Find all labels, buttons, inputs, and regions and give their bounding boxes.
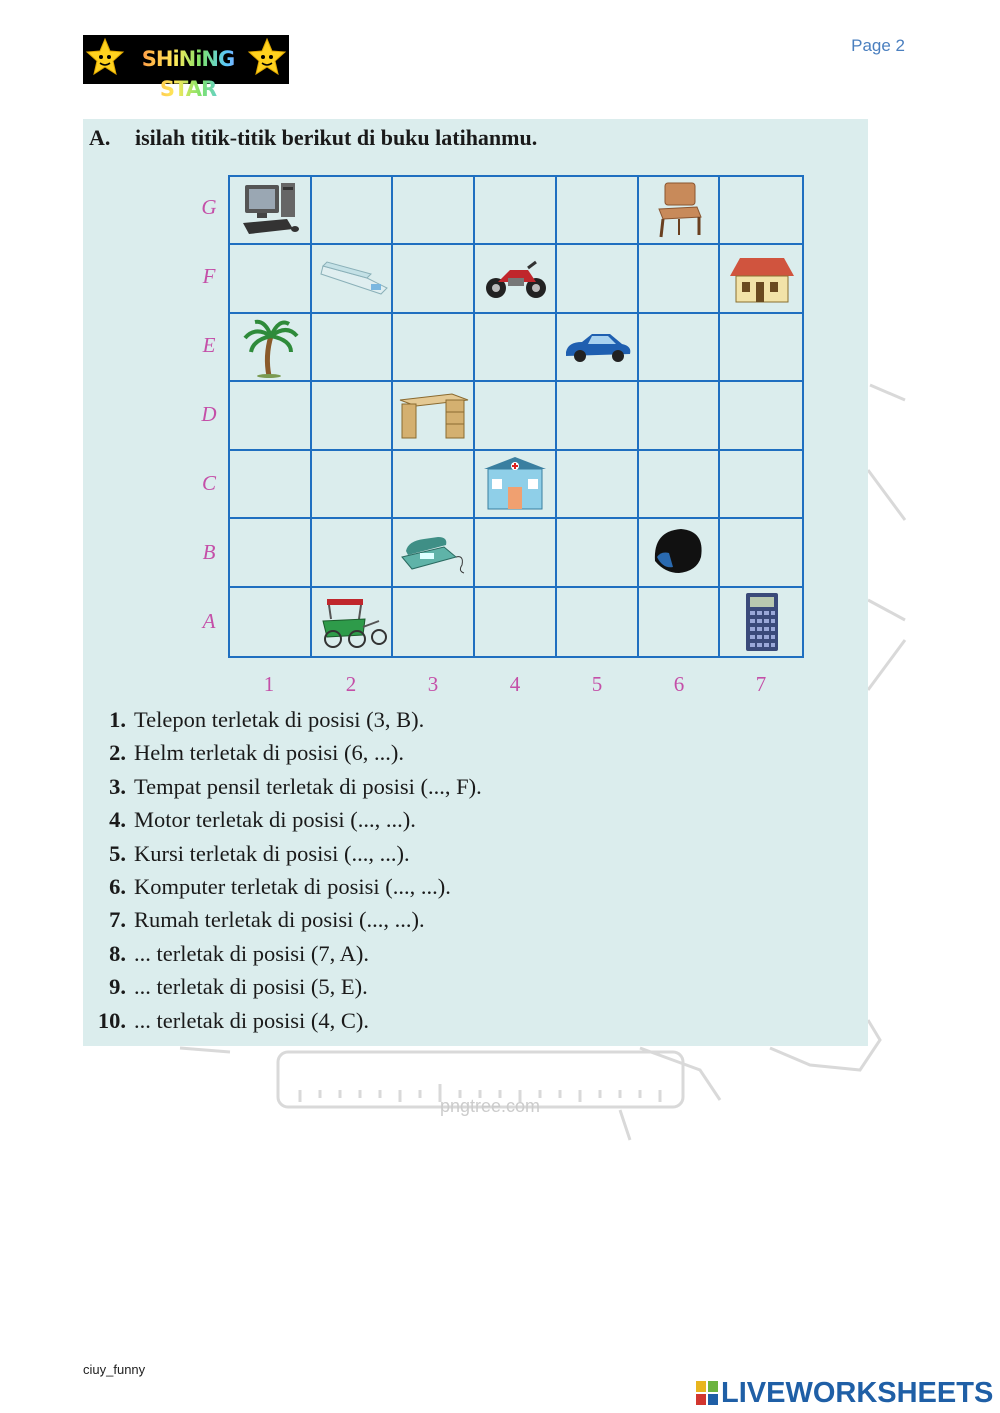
grid-cell <box>230 245 312 313</box>
question-list <box>83 707 868 1041</box>
question-text: Helm terletak di posisi (6, ...). <box>134 740 404 766</box>
row-label-c: C <box>201 471 216 495</box>
row-label-g: G <box>201 195 217 219</box>
watermark-text: pngtree.com <box>440 1096 541 1116</box>
liveworksheets-brand[interactable] <box>696 1377 993 1409</box>
question-item <box>83 707 868 740</box>
row-label-b: B <box>202 540 216 564</box>
telephone-icon <box>398 521 468 583</box>
grid-cell <box>312 177 394 245</box>
grid-cell <box>393 245 475 313</box>
coordinate-grid <box>228 175 804 658</box>
grid-cell <box>557 177 639 245</box>
palm-tree-icon <box>235 316 305 378</box>
grid-cell <box>639 177 721 245</box>
grid-cell <box>230 314 312 382</box>
grid-cell <box>312 245 394 313</box>
grid-cell <box>230 177 312 245</box>
grid-cell <box>312 382 394 450</box>
chair-icon <box>643 179 713 241</box>
grid-cell <box>393 451 475 519</box>
question-item <box>83 974 868 1007</box>
row-label-d: D <box>201 402 217 426</box>
question-text: ... terletak di posisi (7, A). <box>134 940 369 966</box>
grid-cell <box>475 451 557 519</box>
grid-cell <box>720 245 802 313</box>
column-label-5: 5 <box>591 672 603 696</box>
column-label-6: 6 <box>673 672 685 696</box>
house-icon <box>726 248 796 310</box>
page-number: Page 2 <box>851 36 905 55</box>
question-item <box>83 941 868 974</box>
grid-cell <box>475 314 557 382</box>
question-number: 2. <box>109 740 126 766</box>
grid-cell <box>230 382 312 450</box>
grid-cell <box>475 382 557 450</box>
question-number: 9. <box>109 974 126 1000</box>
logo-text: SHiNiNG STAR <box>123 44 253 104</box>
question-text: ... terletak di posisi (5, E). <box>134 974 368 1000</box>
question-number: 3. <box>109 773 126 799</box>
liveworksheets-logo-icon <box>696 1381 718 1405</box>
grid-cell <box>312 451 394 519</box>
grid-cell <box>720 588 802 656</box>
computer-icon <box>235 179 305 241</box>
row-label-e: E <box>202 333 216 357</box>
becak-rickshaw-icon <box>317 591 387 653</box>
calculator-icon <box>726 591 796 653</box>
question-number: 1. <box>109 707 126 732</box>
grid-cell <box>312 588 394 656</box>
grid-cell <box>475 588 557 656</box>
grid-cell <box>393 588 475 656</box>
question-item <box>83 807 868 840</box>
section-heading <box>89 125 537 151</box>
question-item <box>83 874 868 907</box>
grid-cell <box>639 314 721 382</box>
grid-cell <box>639 588 721 656</box>
grid-cell <box>230 588 312 656</box>
grid-cell <box>475 245 557 313</box>
row-label-a: A <box>202 609 216 633</box>
grid-cell <box>393 382 475 450</box>
question-item <box>83 907 868 940</box>
helmet-icon <box>643 521 713 583</box>
row-label-f: F <box>202 264 216 288</box>
question-text: Motor terletak di posisi (..., ...). <box>134 807 416 833</box>
grid-cell <box>475 519 557 587</box>
column-label-7: 7 <box>755 672 767 696</box>
grid-cell <box>639 382 721 450</box>
grid-cell <box>720 314 802 382</box>
grid-cell <box>475 177 557 245</box>
grid-cell <box>393 177 475 245</box>
question-number: 5. <box>109 840 126 866</box>
column-label-4: 4 <box>509 672 521 696</box>
question-number: 8. <box>109 940 126 966</box>
grid-cell <box>393 314 475 382</box>
grid-cell <box>557 588 639 656</box>
question-text: Kursi terletak di posisi (..., ...). <box>134 840 410 866</box>
grid-cell <box>720 519 802 587</box>
pencil-case-icon <box>317 248 387 310</box>
question-text: Tempat pensil terletak di posisi (..., F). <box>134 773 482 799</box>
grid-cell <box>557 382 639 450</box>
question-number: 6. <box>109 873 126 899</box>
author-username: ciuy_funny <box>83 1362 146 1377</box>
grid-cell <box>557 519 639 587</box>
question-item <box>83 774 868 807</box>
question-number: 7. <box>109 907 126 933</box>
grid-cell <box>230 451 312 519</box>
question-text: Telepon terletak di posisi (3, B). <box>134 707 425 732</box>
column-label-3: 3 <box>427 672 439 696</box>
grid-cell <box>639 245 721 313</box>
question-number: 10. <box>97 1007 126 1033</box>
grid-cell <box>557 245 639 313</box>
shining-star-logo <box>83 35 289 101</box>
question-text: Komputer terletak di posisi (..., ...). <box>134 873 451 899</box>
section-title: isilah titik-titik berikut di buku latihanmu. <box>135 125 538 150</box>
grid-cell <box>720 451 802 519</box>
question-text: Rumah terletak di posisi (..., ...). <box>134 907 425 933</box>
grid-cell <box>312 314 394 382</box>
grid-cell <box>720 177 802 245</box>
grid-cell <box>312 519 394 587</box>
grid-cell <box>639 519 721 587</box>
question-item <box>83 1008 868 1041</box>
question-item <box>83 740 868 773</box>
desk-icon <box>398 384 468 446</box>
grid-cell <box>557 451 639 519</box>
clinic-building-icon <box>480 453 550 515</box>
question-text: ... terletak di posisi (4, C). <box>134 1007 369 1033</box>
brand-text: LIVEWORKSHEETS <box>721 1376 994 1409</box>
grid-cell <box>720 382 802 450</box>
question-number: 4. <box>109 807 126 833</box>
grid-cell <box>639 451 721 519</box>
grid-cell <box>557 314 639 382</box>
column-label-1: 1 <box>263 672 275 696</box>
grid-cell <box>230 519 312 587</box>
question-item <box>83 841 868 874</box>
grid-cell <box>393 519 475 587</box>
column-label-2: 2 <box>345 672 357 696</box>
car-icon <box>562 316 632 378</box>
section-letter: A. <box>89 125 111 150</box>
exercise-panel <box>83 119 868 1046</box>
motorcycle-icon <box>480 248 550 310</box>
